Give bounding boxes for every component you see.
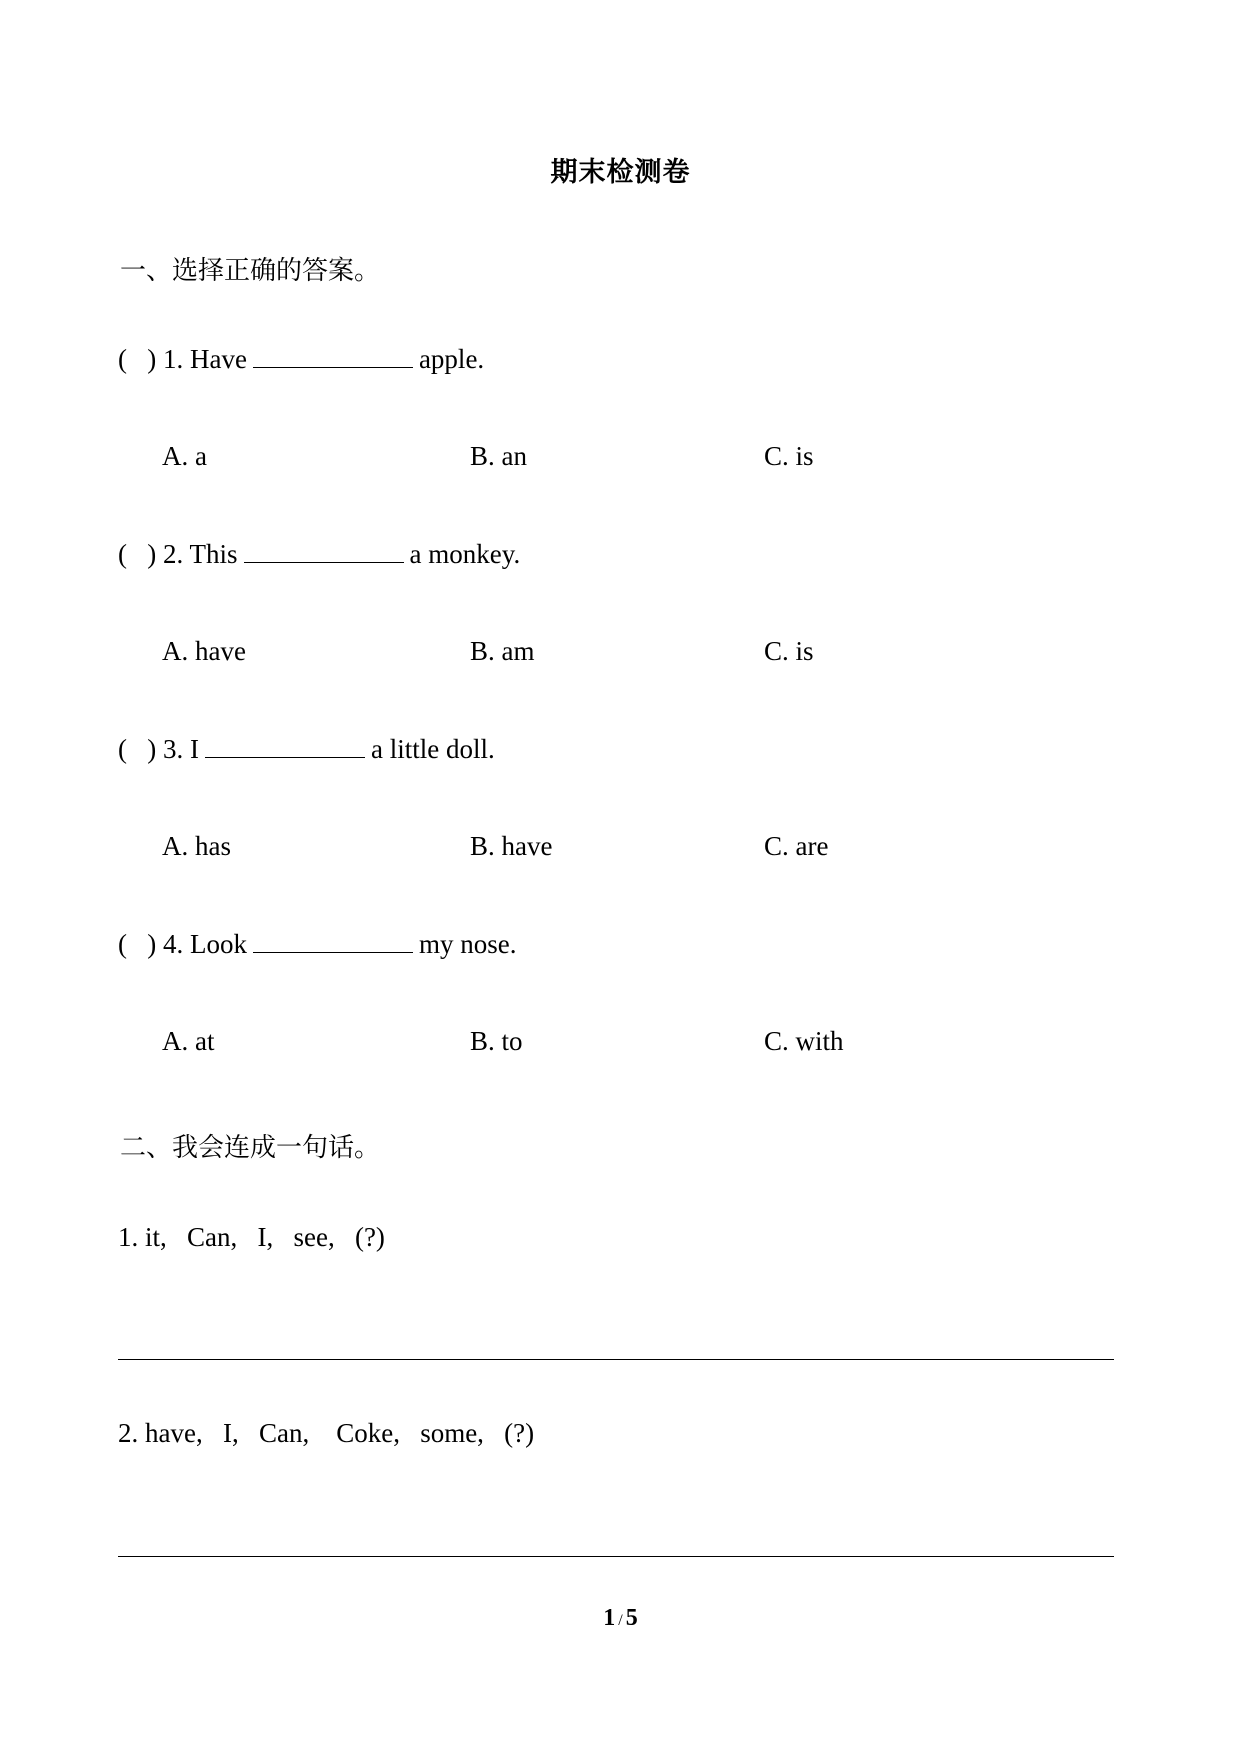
question-3-prefix: ( ) 3. I <box>118 734 199 764</box>
page-current: 1 <box>603 1605 616 1631</box>
question-4-prefix: ( ) 4. Look <box>118 929 247 959</box>
question-2-option-c: C. is <box>764 636 814 666</box>
page-title: 期末检测卷 <box>550 157 691 188</box>
question-4-option-b: B. to <box>470 1026 523 1056</box>
answer-blank <box>205 735 365 758</box>
page-total: 5 <box>625 1605 638 1631</box>
sentence-item-1: 1. it, Can, I, see, (?) <box>118 1222 385 1252</box>
question-3 <box>118 734 495 765</box>
question-2-option-a: A. have <box>162 636 246 666</box>
sentence-item-2: 2. have, I, Can, Coke, some, (?) <box>118 1418 535 1448</box>
answer-blank <box>244 540 404 563</box>
question-1-suffix: apple. <box>418 344 485 374</box>
section-heading-choice: 一、选择正确的答案。 <box>120 256 381 286</box>
question-4-option-c: C. with <box>764 1026 844 1056</box>
question-1-option-b: B. an <box>470 441 527 471</box>
question-2-option-b: B. am <box>470 636 535 666</box>
page-number <box>0 1605 1241 1632</box>
question-4 <box>118 929 516 960</box>
section-heading-sentence: 二、我会连成一句话。 <box>120 1133 381 1163</box>
page-separator: / <box>618 1612 623 1629</box>
question-1 <box>118 344 484 375</box>
answer-line-2[interactable] <box>118 1556 1114 1557</box>
question-4-option-a: A. at <box>162 1026 215 1056</box>
answer-blank <box>253 930 413 953</box>
question-3-suffix: a little doll. <box>370 734 495 764</box>
question-3-option-b: B. have <box>470 831 553 861</box>
question-1-option-c: C. is <box>764 441 814 471</box>
answer-line-1[interactable] <box>118 1359 1114 1360</box>
question-2-suffix: a monkey. <box>409 539 521 569</box>
question-4-suffix: my nose. <box>418 929 517 959</box>
question-1-option-a: A. a <box>162 441 207 471</box>
answer-blank <box>253 345 413 368</box>
question-1-prefix: ( ) 1. Have <box>118 344 247 374</box>
question-2 <box>118 539 520 570</box>
question-3-option-a: A. has <box>162 831 231 861</box>
question-3-option-c: C. are <box>764 831 829 861</box>
question-2-prefix: ( ) 2. This <box>118 539 238 569</box>
